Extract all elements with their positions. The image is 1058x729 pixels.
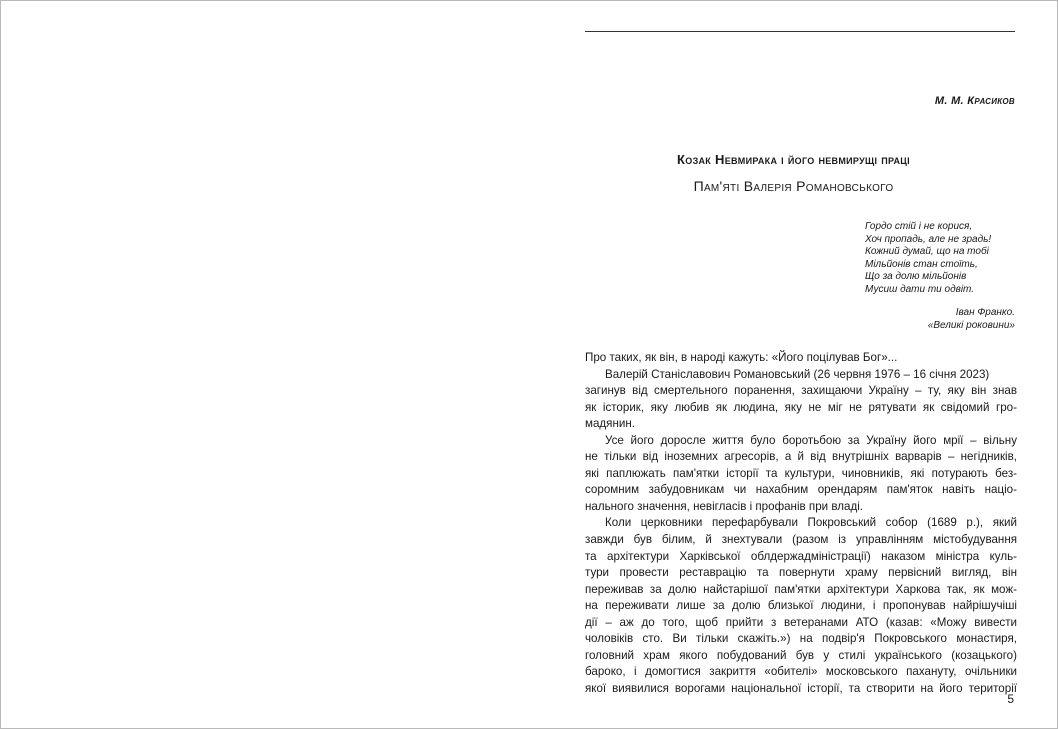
epigraph-line: Що за долю мільйонів (865, 271, 967, 283)
epigraph-line: Мільйонів стан стоїть, (865, 258, 978, 270)
body-text (585, 350, 1017, 697)
epigraph-line: Кожний думай, що на тобі (865, 246, 989, 258)
right-page (530, 1, 1057, 728)
body-line: Про таких, як він, в народі кажуть: «Його поцілував Бог»... (585, 351, 898, 364)
header-rule (585, 31, 1015, 32)
body-line: Усе його доросле життя було боротьбою за Україну його мрії – вільну (605, 433, 1017, 447)
body-line: Коли церковники перефарбували Покровський собор (1689 р.), який (605, 516, 1017, 530)
attribution-author: Іван Франко. (955, 307, 1015, 318)
body-line: та архітектури Харківської облдержадміністрації) наказом міністра куль- (585, 549, 1017, 563)
body-line: чоловіків сто. Ви тільки скажіть.») на подвір'я Покровського монастиря, (585, 632, 1017, 646)
body-line: завжди був білим, й знехтували (разом із управлінням містобудування (585, 533, 1017, 547)
page-number: 5 (1007, 692, 1014, 706)
body-line: на переживати лише за долю близької людини, і пропонував найрішучіші (585, 599, 1017, 613)
left-page-blank (1, 1, 529, 728)
epigraph (865, 221, 991, 297)
body-line: загинув від смертельного поранення, захищаючи Україну – ту, яку він знав (585, 384, 1017, 398)
body-line: головний храм якого побудований був у стилі українського (козацького) (585, 648, 1017, 662)
epigraph-line: Гордо стій і не корися, (865, 221, 973, 232)
body-line: як історик, яку любив як людина, яку не міг не рятувати як свідомий гро- (585, 400, 1017, 414)
attribution-work: «Великі роковини» (927, 320, 1015, 331)
body-line: якої виявилися ворогами національної історії, та створити на його території (585, 681, 1017, 695)
article-title: Козак Невмирака і його невмирущі праці (677, 152, 910, 167)
body-line: Валерій Станіславович Романовський (26 червня 1976 – 16 січня 2023) (605, 367, 990, 381)
body-line: соромним забудовникам чи нахабним орендарям пам'яток навіть націо- (585, 483, 1017, 497)
epigraph-line: Хоч пропадь, але не зрадь! (865, 233, 992, 245)
article-subtitle: Пам'яті Валерія Романовського (693, 178, 894, 194)
body-line: не тільки від іноземних агресорів, а й від внутрішніх варварів – негідників, (585, 450, 1017, 464)
body-line: бароко, і домогтися закриття «обителі» московського пахануту, очільники (585, 665, 1017, 679)
epigraph-line: Мусиш дати ти одвіт. (865, 283, 975, 295)
body-line: мадянин. (585, 417, 635, 431)
epigraph-attribution (928, 306, 1015, 332)
body-line: переживав за долю найстарішої пам'ятки архітектури Харкова так, як мож- (585, 582, 1017, 596)
running-head-author: М. М. Красиков (934, 95, 1015, 107)
body-line: дії – аж до того, щоб прийти з ветеранами АТО (казав: «Можу вивести (585, 615, 1017, 629)
body-line: які паплюжать пам'ятки історії та культури, чиновників, які потурають без- (585, 466, 1017, 480)
body-line: тури провести реставрацію та повернути храму первісний вигляд, він (585, 566, 1017, 580)
body-line: нального значення, невігласів і профанів при владі. (585, 499, 864, 513)
